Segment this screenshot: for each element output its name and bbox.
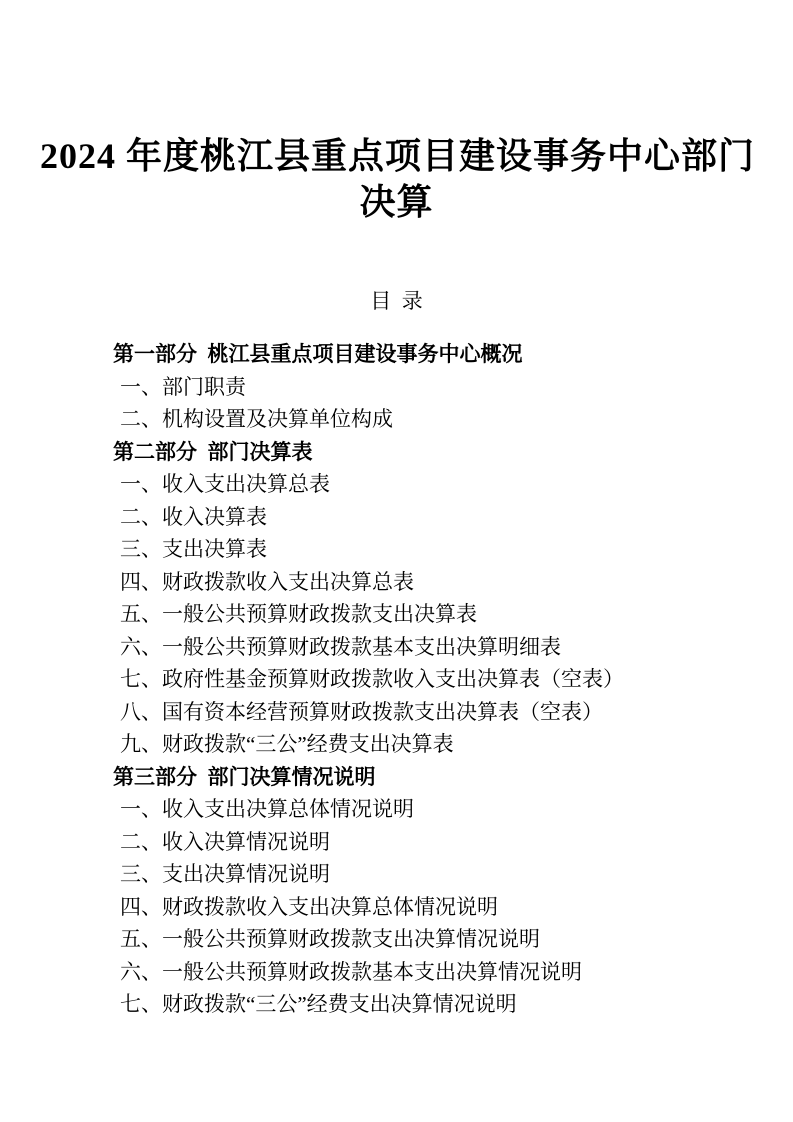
toc-entry: 七、财政拨款“三公”经费支出决算情况说明 xyxy=(120,992,517,1016)
toc-part-heading: 第二部分 部门决算表 xyxy=(113,439,313,464)
toc-entry: 八、国有资本经营预算财政拨款支出决算表（空表） xyxy=(120,699,603,724)
document-title-line2: 决算 xyxy=(359,182,434,222)
toc-entry: 六、一般公共预算财政拨款基本支出决算情况说明 xyxy=(120,959,582,984)
toc-entry: 四、财政拨款收入支出决算总体情况说明 xyxy=(120,894,498,919)
toc-entry: 二、收入决算情况说明 xyxy=(120,829,330,854)
toc-entry: 三、支出决算表 xyxy=(120,537,267,561)
toc-part-heading: 第一部分 桃江县重点项目建设事务中心概况 xyxy=(113,342,523,366)
toc-entry: 五、一般公共预算财政拨款支出决算表 xyxy=(120,602,477,626)
toc-part-heading: 第三部分 部门决算情况说明 xyxy=(113,764,376,789)
toc-entry: 一、部门职责 xyxy=(120,374,246,399)
toc-entry: 一、收入支出决算总表 xyxy=(120,472,330,496)
toc-entry: 六、一般公共预算财政拨款基本支出决算明细表 xyxy=(120,634,561,659)
toc-entry: 九、财政拨款“三公”经费支出决算表 xyxy=(120,732,454,756)
toc-entry: 二、机构设置及决算单位构成 xyxy=(120,407,393,431)
toc-entry: 七、政府性基金预算财政拨款收入支出决算表（空表） xyxy=(120,667,624,691)
document-title-line1: 2024 年度桃江县重点项目建设事务中心部门 xyxy=(40,136,756,176)
toc-entry: 四、财政拨款收入支出决算总表 xyxy=(120,569,414,594)
toc-entry: 二、收入决算表 xyxy=(120,504,267,529)
document-title xyxy=(40,133,756,225)
toc-entry: 五、一般公共预算财政拨款支出决算情况说明 xyxy=(120,927,540,951)
toc-entry: 一、收入支出决算总体情况说明 xyxy=(120,797,414,821)
toc-entry: 三、支出决算情况说明 xyxy=(120,862,330,886)
toc-heading: 目 录 xyxy=(370,289,423,313)
table-of-contents xyxy=(113,338,743,1021)
